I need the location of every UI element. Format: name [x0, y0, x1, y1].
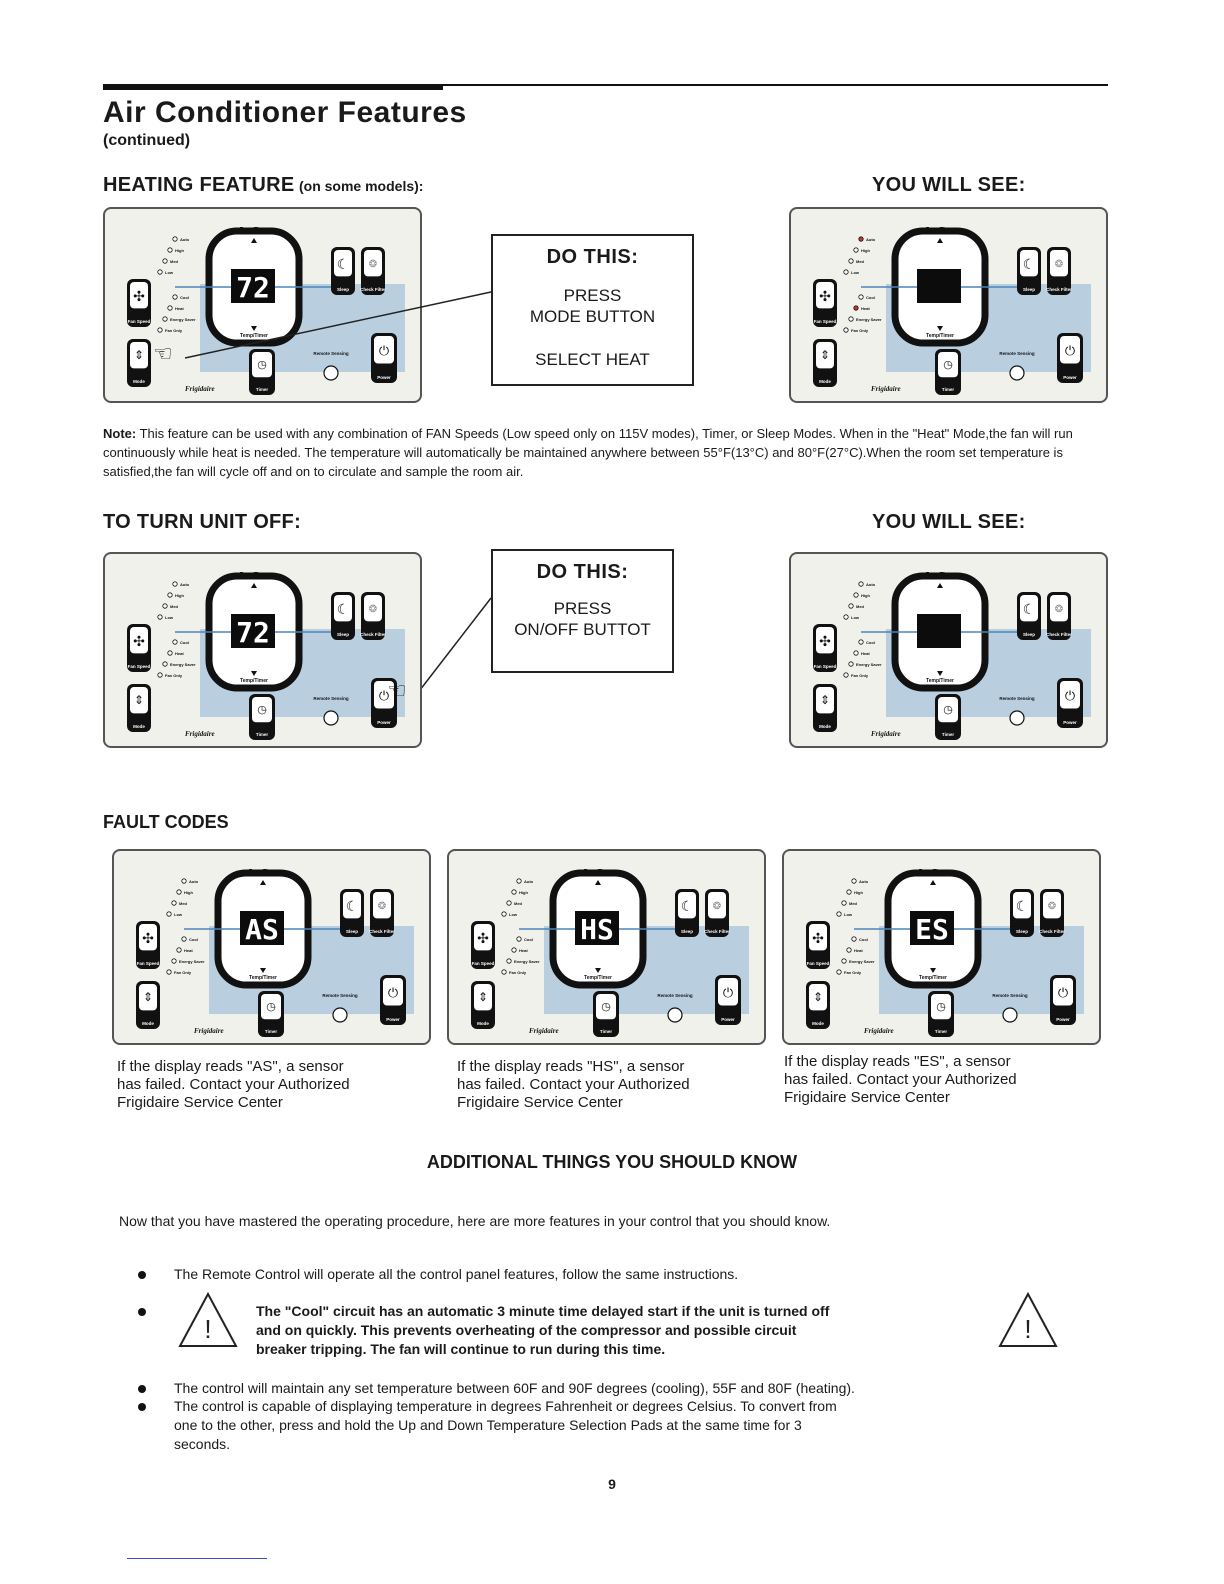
fan-level-led	[859, 582, 863, 586]
temp-timer-label: Temp/Timer	[584, 869, 612, 875]
warning-text	[256, 1302, 829, 1359]
panel-drawing	[449, 851, 764, 1043]
mode-led	[177, 948, 181, 952]
fan-level-label: Auto	[180, 237, 190, 242]
temp-timer-label: Temp/Timer	[240, 227, 268, 233]
fault-caption	[457, 1058, 690, 1112]
timer-button-label: Timer	[934, 1029, 948, 1034]
mode-led	[182, 937, 186, 941]
power-button-label: Power	[1063, 375, 1077, 380]
bullet-dot	[138, 1308, 146, 1316]
power-icon: ⏻	[1057, 985, 1069, 1000]
temp-timer-label: Temp/Timer	[926, 227, 954, 233]
mode-led	[854, 651, 858, 655]
fan-icon: ✣	[133, 288, 145, 304]
moon-icon: ☾	[336, 256, 350, 272]
mode-led	[173, 640, 177, 644]
brand-logo: Frigidaire	[194, 1027, 224, 1035]
panel-drawing	[114, 851, 429, 1043]
callout-line: MODE BUTTON	[529, 307, 656, 326]
temp-timer-label: Temp/Timer	[240, 678, 268, 684]
mode-label: Energy Saver	[179, 959, 205, 964]
fan-level-led	[177, 890, 181, 894]
mode-label: Heat	[519, 948, 528, 953]
mode-label: Energy Saver	[856, 662, 882, 667]
temp-timer-label: Temp/Timer	[584, 975, 612, 981]
sleep-button-label: Sleep	[1022, 632, 1036, 637]
fan-icon: ✣	[477, 930, 489, 946]
power-button-label: Power	[377, 720, 391, 725]
fan-speed-button-label: Fan Speed	[136, 961, 160, 966]
fan-level-led	[844, 615, 848, 619]
mode-button-label: Mode	[819, 379, 831, 384]
temp-timer-label: Temp/Timer	[919, 869, 947, 875]
mode-label: Heat	[861, 651, 870, 656]
power-icon: ⏻	[378, 688, 390, 703]
fan-level-label: Auto	[866, 582, 876, 587]
bullet-text: The control will maintain any set temperature between 60F and 90F degrees (cooling), 55F and 80F (heating).	[174, 1380, 855, 1396]
fan-level-led	[168, 593, 172, 597]
mode-label: Heat	[861, 306, 870, 311]
brand-logo: Frigidaire	[871, 730, 901, 738]
mode-icon: ⇕	[819, 693, 831, 707]
callout-title: DO THIS:	[546, 246, 639, 268]
mode-label: Cool	[189, 937, 198, 942]
fault-caption-line: has failed. Contact your Authorized	[117, 1076, 350, 1093]
mode-label: Energy Saver	[170, 662, 196, 667]
fan-speed-button-label: Fan Speed	[127, 319, 151, 324]
note-text: This feature can be used with any combination of FAN Speeds (Low speed only on 115V modes), Timer, or Sleep Modes. When in the "Heat" Mode,the fan will run continuously while heat is needed. The temperature will automatically be maintained anywhere between 55°F(13°C) and 80°F(27°C).When the room set temperature is satisfied,the fan will cycle off and on to circulate and sample the room air.	[103, 426, 1073, 479]
page-subtitle: (continued)	[103, 132, 191, 149]
fan-speed-button-label: Fan Speed	[813, 664, 837, 669]
fan-level-label: Med	[856, 259, 864, 264]
display-readout: AS	[245, 913, 279, 946]
fault-caption	[784, 1053, 1017, 1107]
fan-level-label: Auto	[524, 879, 534, 884]
control-panel	[782, 849, 1101, 1045]
turn-off-heading: TO TURN UNIT OFF:	[103, 511, 302, 533]
fan-level-led	[852, 879, 856, 883]
fan-level-led	[512, 890, 516, 894]
sleep-button-label: Sleep	[336, 632, 350, 637]
mode-label: Cool	[180, 295, 189, 300]
mode-label: Energy Saver	[170, 317, 196, 322]
callout-line: PRESS	[563, 286, 622, 305]
filter-icon: ❂	[1054, 259, 1064, 270]
mode-led	[507, 959, 511, 963]
fan-level-led	[173, 582, 177, 586]
warning-line: breaker tripping. The fan will continue to run during this time.	[256, 1341, 666, 1357]
mode-led	[502, 970, 506, 974]
fan-level-led	[163, 604, 167, 608]
mode-label: Heat	[175, 651, 184, 656]
callout-line: ON/OFF BUTTOT	[514, 620, 651, 639]
fan-level-label: High	[519, 890, 528, 895]
sleep-button-label: Sleep	[1022, 287, 1036, 292]
temp-timer-label: Temp/Timer	[240, 333, 268, 339]
check-filter-button-label: Check Filter	[369, 929, 395, 934]
temp-timer-label: Temp/Timer	[249, 975, 277, 981]
bullet-dot	[138, 1403, 146, 1411]
timer-button-label: Timer	[941, 387, 955, 392]
remote-sensing-label: Remote Sensing	[313, 351, 349, 356]
moon-icon: ☾	[1022, 256, 1036, 272]
turn-off-you-will-see: YOU WILL SEE:	[872, 511, 1026, 533]
mode-label: Heat	[175, 306, 184, 311]
fan-level-label: High	[861, 248, 870, 253]
remote-sensing-label: Remote Sensing	[992, 993, 1028, 998]
mode-icon: ⇕	[133, 348, 145, 362]
fan-level-label: Low	[509, 912, 517, 917]
remote-sensing-led	[324, 711, 338, 725]
fan-speed-button-label: Fan Speed	[813, 319, 837, 324]
check-filter-button-label: Check Filter	[1046, 287, 1072, 292]
mode-label: Cool	[866, 640, 875, 645]
power-icon: ⏻	[1064, 343, 1076, 358]
warning-line: and on quickly. This prevents overheating of the compressor and possible circuit	[256, 1322, 797, 1338]
svg-text:!: !	[204, 1314, 212, 1344]
power-icon: ⏻	[378, 343, 390, 358]
mode-led	[167, 970, 171, 974]
fan-icon: ✣	[819, 288, 831, 304]
mode-led	[158, 673, 162, 677]
filter-icon: ❂	[368, 604, 378, 615]
mode-button-label: Mode	[142, 1021, 154, 1026]
mode-label: Cool	[524, 937, 533, 942]
mode-icon: ⇕	[477, 990, 489, 1004]
callout-line: PRESS	[553, 599, 612, 618]
fan-icon: ✣	[142, 930, 154, 946]
mode-led	[859, 640, 863, 644]
heating-you-will-see: YOU WILL SEE:	[872, 174, 1026, 196]
mode-led	[842, 959, 846, 963]
sleep-button-label: Sleep	[336, 287, 350, 292]
moon-icon: ☾	[336, 601, 350, 617]
mode-button-label: Mode	[812, 1021, 824, 1026]
fan-speed-button-label: Fan Speed	[127, 664, 151, 669]
control-panel	[112, 849, 431, 1045]
display-readout: ES	[915, 913, 949, 946]
temp-timer-label: Temp/Timer	[926, 572, 954, 578]
fan-level-label: Auto	[189, 879, 199, 884]
mode-label: Energy Saver	[514, 959, 540, 964]
display-readout: HS	[580, 913, 614, 946]
power-icon: ⏻	[387, 985, 399, 1000]
fan-level-label: Med	[170, 259, 178, 264]
mode-label: Fan Only	[174, 970, 192, 975]
bullet-dot	[138, 1385, 146, 1393]
mode-label: Fan Only	[165, 673, 183, 678]
remote-sensing-label: Remote Sensing	[322, 993, 358, 998]
heating-heading: HEATING FEATURE	[103, 174, 295, 196]
fault-caption-line: has failed. Contact your Authorized	[784, 1071, 1017, 1088]
remote-sensing-label: Remote Sensing	[999, 351, 1035, 356]
moon-icon: ☾	[1015, 898, 1029, 914]
fan-icon: ✣	[812, 930, 824, 946]
warning-icon	[176, 1290, 240, 1350]
svg-text:!: !	[1024, 1314, 1032, 1344]
temp-timer-label: Temp/Timer	[240, 572, 268, 578]
remote-sensing-label: Remote Sensing	[313, 696, 349, 701]
check-filter-button-label: Check Filter	[1046, 632, 1072, 637]
clock-icon: ◷	[943, 359, 953, 371]
fan-level-label: High	[175, 593, 184, 598]
turn-off-callout	[491, 549, 674, 673]
clock-icon: ◷	[601, 1001, 611, 1013]
mode-label: Cool	[866, 295, 875, 300]
mode-label: Energy Saver	[849, 959, 875, 964]
filter-icon: ❂	[712, 901, 722, 912]
mode-label: Fan Only	[844, 970, 862, 975]
callout-title: DO THIS:	[536, 561, 629, 583]
remote-sensing-led	[333, 1008, 347, 1022]
power-button-label: Power	[386, 1017, 400, 1022]
fan-level-led	[172, 901, 176, 905]
power-button-label: Power	[1063, 720, 1077, 725]
temp-timer-label: Temp/Timer	[919, 975, 947, 981]
filter-icon: ❂	[1054, 604, 1064, 615]
fault-caption-line: Frigidaire Service Center	[457, 1094, 623, 1111]
fan-level-led	[842, 901, 846, 905]
fan-level-label: Low	[174, 912, 182, 917]
remote-sensing-led	[1010, 711, 1024, 725]
mode-label: Heat	[184, 948, 193, 953]
fan-level-led	[847, 890, 851, 894]
brand-logo: Frigidaire	[185, 730, 215, 738]
bullet-dot	[138, 1271, 146, 1279]
control-panel	[789, 552, 1108, 748]
fan-level-led	[837, 912, 841, 916]
mode-led	[844, 673, 848, 677]
power-icon: ⏻	[1064, 688, 1076, 703]
timer-button-label: Timer	[264, 1029, 278, 1034]
panel-drawing	[791, 554, 1106, 746]
pointing-hand-icon: ☜	[387, 678, 407, 703]
fan-level-led	[517, 879, 521, 883]
display-screen	[917, 614, 961, 648]
remote-sensing-led	[668, 1008, 682, 1022]
brand-logo: Frigidaire	[529, 1027, 559, 1035]
mode-label: Cool	[859, 937, 868, 942]
clock-icon: ◷	[257, 359, 267, 371]
control-panel	[103, 552, 422, 748]
mode-icon: ⇕	[133, 693, 145, 707]
mode-led	[849, 662, 853, 666]
heating-note	[103, 424, 1113, 481]
fan-level-label: Med	[856, 604, 864, 609]
fan-icon: ✣	[133, 633, 145, 649]
mode-led	[512, 948, 516, 952]
power-button-label: Power	[377, 375, 391, 380]
footer-link-line	[127, 1558, 267, 1559]
mode-label: Fan Only	[165, 328, 183, 333]
sleep-button-label: Sleep	[680, 929, 694, 934]
fan-level-label: Low	[844, 912, 852, 917]
additional-intro: Now that you have mastered the operating procedure, here are more features in your control that you should know.	[119, 1213, 831, 1229]
fan-speed-button-label: Fan Speed	[471, 961, 495, 966]
filter-icon: ❂	[1047, 901, 1057, 912]
remote-sensing-label: Remote Sensing	[657, 993, 693, 998]
brand-logo: Frigidaire	[864, 1027, 894, 1035]
mode-icon: ⇕	[819, 348, 831, 362]
mode-led	[517, 937, 521, 941]
power-button-label: Power	[1056, 1017, 1070, 1022]
heating-heading-suffix: (on some models):	[298, 178, 424, 194]
mode-button-label: Mode	[819, 724, 831, 729]
mode-led	[163, 662, 167, 666]
panel-drawing	[105, 554, 420, 746]
fan-level-led	[854, 593, 858, 597]
page-number: 9	[608, 1476, 616, 1492]
fault-caption-line: If the display reads "AS", a sensor	[117, 1058, 344, 1075]
mode-led	[852, 937, 856, 941]
fan-level-label: Low	[851, 615, 859, 620]
fault-caption-line: Frigidaire Service Center	[784, 1089, 950, 1106]
temp-timer-label: Temp/Timer	[249, 869, 277, 875]
filter-icon: ❂	[368, 259, 378, 270]
warning-icon	[996, 1290, 1060, 1350]
pointing-hand-icon: ☜	[153, 341, 173, 366]
fan-level-label: High	[854, 890, 863, 895]
mode-led	[172, 959, 176, 963]
mode-icon: ⇕	[142, 990, 154, 1004]
fault-codes-heading: FAULT CODES	[103, 812, 229, 832]
fan-level-led	[849, 604, 853, 608]
sleep-button-label: Sleep	[1015, 929, 1029, 934]
mode-label: Fan Only	[851, 673, 869, 678]
bullet-text: The Remote Control will operate all the control panel features, follow the same instructions.	[174, 1266, 739, 1282]
clock-icon: ◷	[936, 1001, 946, 1013]
fault-caption-line: If the display reads "HS", a sensor	[457, 1058, 685, 1075]
fan-icon: ✣	[819, 633, 831, 649]
mode-label: Fan Only	[509, 970, 527, 975]
fan-level-label: High	[861, 593, 870, 598]
fan-level-led	[507, 901, 511, 905]
fault-caption-line: has failed. Contact your Authorized	[457, 1076, 690, 1093]
fan-level-label: High	[184, 890, 193, 895]
power-icon: ⏻	[722, 985, 734, 1000]
timer-button-label: Timer	[255, 732, 269, 737]
remote-sensing-led	[1003, 1008, 1017, 1022]
display-readout: 72	[236, 616, 270, 649]
fan-level-label: Low	[851, 270, 859, 275]
fan-level-label: Med	[179, 901, 187, 906]
sleep-button-label: Sleep	[345, 929, 359, 934]
temp-timer-label: Temp/Timer	[926, 678, 954, 684]
moon-icon: ☾	[680, 898, 694, 914]
mode-button-label: Mode	[477, 1021, 489, 1026]
clock-icon: ◷	[943, 704, 953, 716]
mode-label: Fan Only	[851, 328, 869, 333]
fan-level-label: Med	[514, 901, 522, 906]
mode-label: Cool	[180, 640, 189, 645]
remote-sensing-label: Remote Sensing	[999, 696, 1035, 701]
clock-icon: ◷	[257, 704, 267, 716]
bullet-line: one to the other, press and hold the Up and Down Temperature Selection Pads at the same time for 3	[174, 1417, 802, 1433]
fan-level-label: Med	[849, 901, 857, 906]
bullet-line: The control is capable of displaying temperature in degrees Fahrenheit or degrees Celsius. To convert from	[174, 1398, 837, 1414]
fan-level-label: Low	[165, 270, 173, 275]
moon-icon: ☾	[345, 898, 359, 914]
mode-button-label: Mode	[133, 724, 145, 729]
fan-level-label: Med	[170, 604, 178, 609]
fan-level-led	[167, 912, 171, 916]
mode-label: Heat	[854, 948, 863, 953]
check-filter-button-label: Check Filter	[1039, 929, 1065, 934]
brand-logo: Frigidaire	[871, 385, 901, 393]
fan-level-led	[182, 879, 186, 883]
note-label: Note:	[103, 426, 137, 441]
moon-icon: ☾	[1022, 601, 1036, 617]
fan-level-label: Low	[165, 615, 173, 620]
callout-line: SELECT HEAT	[535, 350, 650, 369]
mode-label: Energy Saver	[856, 317, 882, 322]
bullet-line: seconds.	[174, 1436, 231, 1452]
additional-heading: ADDITIONAL THINGS YOU SHOULD KNOW	[426, 1152, 798, 1172]
brand-logo: Frigidaire	[185, 385, 215, 393]
fan-level-led	[502, 912, 506, 916]
bullet-text	[174, 1397, 837, 1454]
timer-button-label: Timer	[941, 732, 955, 737]
control-panel	[447, 849, 766, 1045]
fan-speed-button-label: Fan Speed	[806, 961, 830, 966]
display-readout: 72	[236, 271, 270, 304]
fan-level-label: Auto	[859, 879, 869, 884]
fault-caption-line: Frigidaire Service Center	[117, 1094, 283, 1111]
page-title: Air Conditioner Features	[103, 96, 467, 129]
check-filter-button-label: Check Filter	[360, 287, 386, 292]
fan-level-led	[158, 615, 162, 619]
filter-icon: ❂	[377, 901, 387, 912]
timer-button-label: Timer	[599, 1029, 613, 1034]
check-filter-button-label: Check Filter	[704, 929, 730, 934]
temp-timer-label: Temp/Timer	[926, 333, 954, 339]
mode-led	[847, 948, 851, 952]
fault-caption-line: If the display reads "ES", a sensor	[784, 1053, 1011, 1070]
warning-line: The "Cool" circuit has an automatic 3 minute time delayed start if the unit is turned off	[256, 1303, 830, 1319]
fan-level-label: Auto	[866, 237, 876, 242]
mode-button-label: Mode	[133, 379, 145, 384]
mode-led	[837, 970, 841, 974]
mode-icon: ⇕	[812, 990, 824, 1004]
clock-icon: ◷	[266, 1001, 276, 1013]
fan-level-label: High	[175, 248, 184, 253]
mode-led	[168, 651, 172, 655]
fault-caption	[117, 1058, 350, 1112]
fan-level-label: Auto	[180, 582, 190, 587]
power-button-label: Power	[721, 1017, 735, 1022]
panel-drawing	[784, 851, 1099, 1043]
timer-button-label: Timer	[255, 387, 269, 392]
check-filter-button-label: Check Filter	[360, 632, 386, 637]
